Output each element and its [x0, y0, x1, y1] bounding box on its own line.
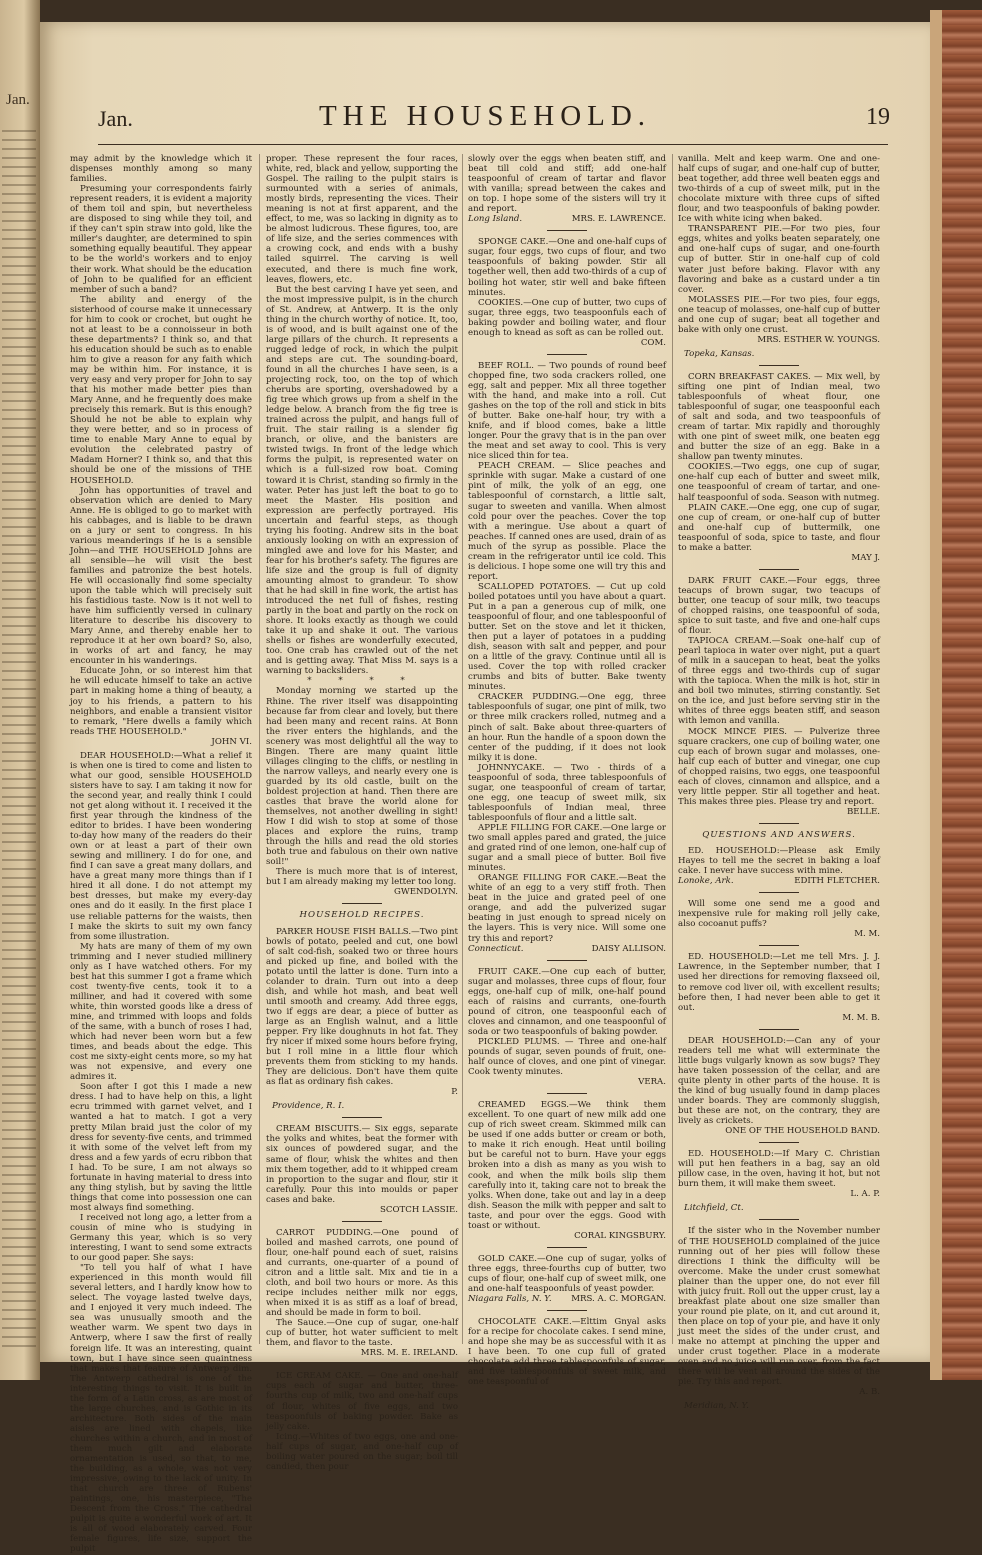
signature-line	[468, 214, 666, 224]
place-name: Meridian, N. Y.	[684, 1401, 749, 1412]
recipe-text: —One large or two small apples pared and grated, the juice and grated rind of one lemon, one-half cup of sugar and a small piece of butter. Boil five minutes.	[468, 823, 666, 874]
signature-place: Connecticut.	[468, 943, 524, 954]
paragraph: The Sauce.—One cup of sugar, one-half cup of butter, hot water sufficient to melt them, and flavor to the taste.	[266, 1318, 458, 1349]
signature: JOHN VI.	[211, 736, 252, 747]
short-rule	[759, 1219, 799, 1220]
recipe-title: FRUIT CAKE.	[478, 966, 542, 977]
column-1	[70, 154, 252, 1555]
recipe-text: — Two - thirds of a teaspoonful of soda, three tablespoonfuls of sugar, one teaspoonful of cream of tartar, one egg, one teacup of sweet milk, six tablespoonfuls of Indian meal, three tablespoonfuls of flour and a little salt.	[468, 762, 666, 823]
recipe-text: —One cup of butter, two cups of sugar, three eggs, two teaspoonfuls each of baking powder and boiling water, and flour enough to knead as soft as can be rolled out.	[468, 297, 666, 338]
signature: SCOTCH LASSIE.	[380, 1204, 458, 1215]
short-rule	[759, 365, 799, 366]
column-divider	[672, 154, 673, 1344]
recipe-text: —One egg, three tablespoonfuls of sugar, one pint of milk, two or three milk crackers rolled, nutmeg and a pinch of salt. Bake about three-quarters of an hour. Run the handle of a spoon down the center of the pudding, if it does not look milky it is done.	[468, 692, 666, 763]
recipe-title: TAPIOCA CREAM.	[688, 636, 772, 647]
signature: M. M. B.	[842, 1012, 880, 1023]
paragraph: Educate John, or so interest him that he will educate himself to take an active part in making home a thing of beauty, a joy to his friends, a pattern to his neighbors, and enable a transient visitor to remark, "Here dwells a family which reads THE HOUSEHOLD."	[70, 666, 252, 737]
book-binding-edge	[930, 10, 982, 1380]
short-rule	[342, 903, 382, 904]
recipe-text: —Two pint bowls of potato, peeled and cut, one bowl of salt cod-fish, soaked two or three hours and picked up fine, and boiled with the potato until the latter is done. Turn into a colander to drain. Turn out into a deep dish, and while hot mash, and beat well until smooth and creamy. Add three eggs, two if eggs are dear, a piece of butter as large as an English walnut, and a little pepper. Fry like doughnuts in hot fat. They fry nicer if mixed some hours before frying, but I roll mine in a little flour which prevents them from sticking to my hands. They are delicious. Don't have them quite as flat as ordinary fish cakes.	[266, 926, 458, 1088]
recipe-title: CRACKER PUDDING.	[478, 692, 580, 703]
short-rule	[759, 1029, 799, 1030]
signature: COM.	[640, 337, 666, 348]
signature: CORAL KINGSBURY.	[574, 1230, 666, 1241]
recipe-text: —Soak one-half cup of pearl tapioca in water over night, put a quart of milk in a saucepan to heat, beat the yolks of three eggs and two-thirds cup of sugar with the tapioca. When the milk is hot, stir in and boil two minutes, stirring constantly. Set on the ice, and just before serving stir in the whites of three eggs beaten stiff, and season with lemon and vanilla.	[678, 636, 880, 727]
signature: ONE OF THE HOUSEHOLD BAND.	[725, 1126, 880, 1137]
signature-place: Niagara Falls, N. Y.	[468, 1294, 552, 1305]
signature-line	[266, 1348, 458, 1358]
signature-name: MRS. E. LAWRENCE.	[571, 214, 666, 225]
recipe-title: SPONGE CAKE.	[478, 237, 549, 248]
signature-name: MRS. M. E. IRELAND.	[360, 1348, 458, 1359]
short-rule	[759, 945, 799, 946]
recipe-paragraph	[266, 1124, 458, 1204]
recipe-text: —One cup each of butter, sugar and molasses, three cups of flour, four eggs, one-half cup of milk, one-half pound each of raisins and currants, one-fourth pound of citron, one teaspoonful each of cloves and cinnamon, and one teaspoonful of soda or two teaspoonfuls of baking powder.	[468, 966, 666, 1037]
short-rule	[759, 1142, 799, 1143]
recipe-paragraph	[468, 461, 666, 582]
recipe-paragraph	[678, 576, 880, 636]
signature: VERA.	[638, 1077, 666, 1088]
recipe-paragraph	[266, 1371, 458, 1431]
recipe-paragraph	[468, 1254, 666, 1294]
recipe-title: CREAMED EGGS.	[478, 1100, 570, 1111]
recipe-paragraph	[468, 1317, 666, 1387]
signature-name: DAISY ALLISON.	[591, 943, 666, 954]
header-month: Jan.	[98, 106, 133, 131]
recipe-text: — Slice peaches and sprinkle with sugar. Make a custard of one pint of milk, the yolk of an egg, one tablespoonful of cornstarch, a little salt, sugar to sweeten and vanilla. When almost cold pour over the peaches. Cover the top with a meringue. Use about a quart of peaches. If canned ones are used, drain of as much of the syrup as possible. Place the cream in the refrigerator until ice cold. This is delicious. I hope some one will try this and report.	[468, 461, 666, 582]
recipe-text: —One cup of sugar, yolks of three eggs, three-fourths cup of butter, two cups of flour, one-half cup of sweet milk, one and one-half teaspoonfuls of yeast powder.	[468, 1253, 666, 1294]
column-4	[678, 154, 880, 1412]
recipe-title: PLAIN CAKE.	[688, 502, 749, 513]
section-heading: HOUSEHOLD RECIPES.	[299, 910, 425, 921]
recipe-title: CARROT PUDDING.	[276, 1227, 373, 1238]
column-2	[266, 154, 458, 1472]
paragraph: But the best carving I have yet seen, and the most impressive pulpit, is in the church of St. Andrew, at Antwerp. It is the only thing in the church worthy of notice. It, too, is of wood, and is built against one of the large pillars of the church. It represents a rugged ledge of rock, in which the pulpit and steps are cut. The sounding-board, found in all the churches I have seen, is a projecting rock, too, on the top of which cherubs are sporting, overshadowed by a fig tree which grows up from a shelf in the ledge below. A branch from the fig tree is trained across the pulpit, and hangs full of fruit. The stair railing is a slender fig branch, or olive, and the banisters are twisted twigs. In front of the ledge which forms the pulpit, is represented water on which is a full-sized row boat. Coming toward it is Christ, standing so firmly in the water. Peter has just left the boat to go to meet the Master. His position and expression are perfectly portrayed. His uncertain and fearful steps, as though trying his footing. Andrew sits in the boat anxiously looking on with an expression of mingled awe and love for his Master, and fear for his brother's safety. The figures are life size and the group is full of dignity amounting almost to grandeur. To show that he had skill in fine work, the artist has introduced the net full of fishes, resting partly in the boat and partly on the rock on shore. It looks exactly as though we could take it up and shake it out. The various shells or fishes are wonderfully executed, too. One crab has crawled out of the net and is getting away. That Miss M. says is a warning to backsliders.	[266, 284, 458, 677]
paragraph: DEAR HOUSEHOLD:—Can any of your readers tell me what will exterminate the little bugs vulgarly known as sow bugs? They have taken possession of the cellar, and are quite plenty in other parts of the house. It is the kind of bug usually found in damp places under boards. They are commonly sluggish, but these are not, on the contrary, they are lively as crickets.	[678, 1035, 880, 1127]
recipe-paragraph	[468, 361, 666, 461]
book-cover-edge	[930, 10, 942, 1380]
recipe-title: CORN BREAKFAST CAKES.	[688, 371, 811, 382]
paragraph: slowly over the eggs when beaten stiff, and beat till cold and stiff; add one-half teaspoonful of cream of tartar and flavor with vanilla; spread between the cakes and on top. I hope some of the sisters will try it and report.	[468, 154, 666, 215]
recipe-title: CHOCOLATE CAKE.	[478, 1317, 572, 1328]
short-rule	[547, 230, 587, 231]
asterisk-break: * * * *	[307, 676, 417, 687]
short-rule	[342, 1117, 382, 1118]
paragraph: Will some one send me a good and inexpensive rule for making roll jelly cake, also cocoanut puffs?	[678, 899, 880, 930]
page-header	[60, 100, 910, 140]
recipe-paragraph	[468, 237, 666, 297]
recipe-text: — Two pounds of round beef chopped fine, two soda crackers rolled, one egg, salt and pepper. Mix all three together with the hand, and make into a roll. Cut gashes on the top of the roll and stick in bits of butter. Bake one-half hour, try with a knife, and if blood comes, bake a little longer. Pour the gravy that is in the pan over the meat and set away to cool. This is very nice sliced thin for tea.	[468, 360, 667, 462]
paragraph: ED. HOUSEHOLD:—Let me tell Mrs. J. J. Lawrence, in the September number, that I used her directions for removing flaxseed oil, to remove cod liver oil, with excellent results; before then, I had never been able to get it out.	[678, 952, 880, 1013]
recipe-title: TRANSPARENT PIE.	[688, 224, 782, 235]
signature: MAY J.	[851, 552, 880, 563]
recipe-paragraph	[678, 372, 880, 462]
recipe-title: PICKLED PLUMS.	[478, 1036, 560, 1047]
paragraph: proper. These represent the four races, white, red, black and yellow, supporting the Gospel. The railing to the pulpit stairs is surmounted with a series of animals, mostly birds, representing the vices. Their meaning is not at first apparent, and the effect, to me, was so lacking in dignity as to be almost ludicrous. These figures, too, are of life size, and the series commences with a crowing cock, and ends with a bushy tailed squirrel. The carving is well executed, and there is much fine work, leaves, flowers, etc.	[266, 154, 458, 285]
recipe-title: CREAM BISCUITS.	[276, 1124, 362, 1135]
recipe-paragraph	[468, 692, 666, 762]
short-rule	[342, 1221, 382, 1222]
paragraph: Presuming your correspondents fairly represent readers, it is evident a majority of them toil and spin, but nevertheless are disposed to sing while they toil, and if they can't spin straw into gold, like the miller's daughter, are determined to spin something equally beautiful. They appear to be the world's workers and to enjoy their work. What should be the education of John to be qualified for an efficient member of such a band?	[70, 184, 252, 295]
column-divider	[259, 154, 260, 1344]
paragraph: If the sister who in the November number of THE HOUSEHOLD complained of the juice running out of her pies will follow these directions I think the difficulty will be overcome. Make the under crust somewhat plainer than the upper one, do not ever fill with juicy fruit. Roll out the upper crust, lay a breakfast plate about one size smaller than your round pie plate, on it, and cut around it, then place on top of your pie, and have it only just meet the sides of the under crust, and make no attempt at pinching the upper and under crust together. Place in a moderate oven and no juice will run over, from the fact there will be vent all around the sides of the pie. Try this and report.	[678, 1226, 880, 1388]
paragraph: ED. HOUSEHOLD:—Please ask Emily Hayes to tell me the secret in baking a loaf cake. I never have success with mine.	[678, 846, 880, 877]
recipe-text: —Elttim Gnyal asks for a recipe for chocolate cakes. I send mine, and hope she may be as successful with it as I have been. To one cup full of grated chocolate add three tablespoonfuls of sugar, and five tablespoonfuls of sweet milk, and one teaspoonful of	[468, 1317, 666, 1388]
short-rule	[547, 1093, 587, 1094]
recipe-paragraph	[468, 873, 666, 943]
recipe-title: DARK FRUIT CAKE.	[688, 575, 788, 586]
column-3	[468, 154, 667, 1388]
recipe-paragraph	[678, 224, 880, 294]
recipe-title: PARKER HOUSE FISH BALLS.	[276, 926, 412, 937]
recipe-paragraph	[468, 763, 666, 823]
recipe-text: —Two eggs, one cup of sugar, one-half cup each of butter and sweet milk, one teaspoonful of cream of tartar, and one-half teaspoonful of soda. Season with nutmeg.	[678, 462, 880, 503]
signature-line	[678, 876, 880, 886]
short-rule	[547, 1247, 587, 1248]
recipe-title: ICE CREAM CAKE.	[276, 1371, 364, 1382]
recipe-title: COOKIES.	[688, 462, 734, 473]
paragraph: DEAR HOUSEHOLD:—What a relief it is when one is tired to come and listen to what our good, sensible HOUSEHOLD sisters have to say. I am taking it now for the second year, and really think I could not get along without it. I received it the first year through the kindness of the editor to brides. I have been wondering to-day how many of the readers do their own or at least a part of their own sewing and millinery. I do for one, and find I can save a great many dollars, and have a great many more things than if I hired it all done. I do not attempt my best dresses, but make my every-day ones and do it easily. In the first place I use reliable patterns for the waists, then I make the skirts to suit my own fancy from some illustration.	[70, 750, 252, 942]
short-rule	[547, 1310, 587, 1311]
recipe-text: —Beat the white of an egg to a very stiff froth. Then beat in the juice and grated peel of one orange, and add the pulverized sugar beating in just enough to spread nicely on the layers. This is very nice. Will some one try this and report?	[468, 873, 666, 944]
recipe-title: BEEF ROLL.	[478, 360, 534, 371]
recipe-text: — One and one-half cups each of sugar and butter, three-fourths cup of milk, two and one-half cups of flour, whites of five eggs, and two teaspoonfuls of baking powder. Bake as jelly cake.	[266, 1371, 458, 1432]
paragraph: may admit by the knowledge which it dispenses monthly among so many families.	[70, 154, 252, 185]
recipe-text: — Pulverize three square crackers, one cup of boiling water, one cup each of brown sugar and molasses, one-half cup each of butter and vinegar, one cup of chopped raisins, two eggs, one teaspoonful each of cloves, cinnamon and allspice, and a very little pepper. Stir all together and heat. This makes three pies. Please try and report.	[678, 726, 880, 807]
place-name: Litchfield, Ct.	[684, 1203, 744, 1214]
recipe-paragraph	[678, 462, 880, 502]
recipe-title: MOCK MINCE PIES.	[688, 726, 787, 737]
signature: BELLE.	[846, 806, 880, 817]
recipe-paragraph	[678, 295, 880, 335]
recipe-title: MOLASSES PIE.	[688, 294, 762, 305]
signature: L. A. P.	[850, 1189, 880, 1200]
signature: P.	[451, 1087, 458, 1098]
recipe-paragraph	[468, 967, 666, 1037]
recipe-paragraph	[468, 823, 666, 873]
short-rule	[759, 823, 799, 824]
left-page-edge	[0, 0, 40, 1380]
paragraph: ED. HOUSEHOLD:—If Mary C. Christian will put hen feathers in a bag, say an old pillow case, in the oven, having it hot, but not burn them, it will make them sweet.	[678, 1149, 880, 1190]
paragraph: vanilla. Melt and keep warm. One and one-half cups of sugar, and one-half cup of butter, beat together, add three well beaten eggs and two-thirds of a cup of sweet milk, put in the chocolate mixture with three cups of sifted flour, and two teaspoonfuls of baking powder. Ice with white icing when baked.	[678, 154, 880, 225]
recipe-paragraph	[678, 727, 880, 807]
signature-place: Long Island.	[468, 214, 523, 225]
recipe-text: —One pound of boiled and mashed carrots, one pound of flour, one-half pound each of suet, raisins and currants, one-quarter of a pound of citron and a little salt. Mix and tie in a cloth, and boil two hours or more. As this recipe includes neither milk nor eggs, when mixed it is as stiff as a loaf of bread, and should be made in form to boil.	[266, 1227, 458, 1319]
column-divider	[462, 154, 463, 1344]
short-rule	[342, 1364, 382, 1365]
paragraph: Monday morning we started up the Rhine. The river itself was disappointing because far from clear and lovely, but there had been many and recent rains. At Bonn the river enters the highlands, and the scenery was most delightful all the way to Bingen. There are many quaint little villages clinging to the cliffs, or nestling in the narrow valleys, and nearly every one is guarded by its old castle, built on the boldest projection at hand. Then there are castles that brave the world alone for themselves, not another dwelling in sight! How I did wish to stop at some of those places and explore the ruins, tramp through the hills and read the old stories both true and fabulous on their own native soil!"	[266, 686, 458, 868]
masthead-title: THE HOUSEHOLD.	[318, 100, 652, 132]
left-page-text-lines	[2, 130, 36, 1350]
recipe-text: — Three and one-half pounds of sugar, seven pounds of fruit, one-half ounce of cloves, and one pint of vinegar. Cook twenty minutes.	[468, 1036, 666, 1078]
section-heading: QUESTIONS AND ANSWERS.	[702, 829, 856, 840]
recipe-text: —For two pies, four eggs, whites and yolks beaten separately, one and one-half cups of sugar, and one-fourth cup of butter. Stir in one-half cup of cold water just before baking. Flavor with any flavoring and bake as a custard under a tin cover.	[678, 224, 880, 295]
signature: M. M.	[854, 929, 880, 940]
paragraph: Icing.—Whites of two eggs, one and one-half cups of sugar, and one-half cup of boiling water poured on the sugar; boil till candied, then pour	[266, 1431, 458, 1472]
signature-name: EDITH FLETCHER.	[794, 876, 880, 887]
recipe-paragraph	[468, 1100, 666, 1231]
paragraph: "To tell you half of what I have experienced in this month would fill several letters, and I hardly know how to select. The voyage lasted twelve days, and I enjoyed it very much indeed. The sea was unusually smooth and the weather warm. We spent two days in Antwerp, where I saw the first of really foreign life. It was an interesting, quaint town, but I have since seen quaintness that makes that feature of Antwerp dim. The Antwerp cathedral is one of the interesting things to visit. It is built in the form of a Latin cross, as are most of the large churches, and is Gothic in its architecture. Both sides of the main aisles are lined with chapels, like churches within a church, and in most of them much gilt and elaborate ornamentation is used, so that, to me, the building, as a whole, was not very impressive, owing to the lack of unity. In that church are three of Rubens' paintings, one, his masterpiece, "The Descent from the Cross." The cathedral pulpit is quite a wonderful work of art. It is all of wood elaborately carved. Four female figures, life size, support the pulpit	[70, 1263, 252, 1555]
left-page-month: Jan.	[6, 92, 30, 108]
recipe-text: — Cut up cold boiled potatoes until you have about a quart. Put in a pan a generous cup of milk, one teaspoonful of flour, and one tablespoonful of butter. Set on the stove and let it thicken, then put a layer of potatoes in a pudding dish, season with salt and pepper, and pour on a little of the gravy. Continue until all is used. Cover the top with rolled cracker crumbs and bits of butter. Bake twenty minutes.	[468, 581, 667, 693]
recipe-text: —One and one-half cups of sugar, four eggs, two cups of flour, and two teaspoonfuls of baking powder. Stir all together well, then add two-thirds of a cup of boiling hot water, stir well and bake fifteen minutes.	[468, 237, 667, 298]
recipe-paragraph	[266, 1228, 458, 1318]
recipe-text: —We think them excellent. To one quart of new milk add one cup of rich sweet cream. Skimmed milk can be used if one adds butter or cream or both, to make it rich enough. Heat until boiling but be careful not to burn. Have your eggs broken into a dish as many as you wish to cook, and when the milk boils slip them carefully into it, taking care not to break the yolks. When done, take out and lay in a deep dish. Season the milk with pepper and salt to taste, and pour over the eggs. Good with toast or without.	[468, 1100, 666, 1231]
newspaper-page	[40, 22, 930, 1555]
recipe-text: — Mix well, by sifting one pint of Indian meal, two tablespoonfuls of wheat flour, one tablespoonful of sugar, one teaspoonful each of salt and soda, and two teaspoonfuls of cream of tartar. Mix rapidly and thoroughly with one pint of sweet milk, one beaten egg and butter the size of an egg. Bake in a shallow pan twenty minutes.	[678, 371, 880, 463]
recipe-title: PEACH CREAM.	[478, 461, 555, 472]
short-rule	[547, 354, 587, 355]
place-name: Topeka, Kansas.	[684, 348, 755, 359]
signature-name: MRS. A. C. MORGAN.	[571, 1294, 666, 1305]
paragraph: I received not long ago, a letter from a cousin of mine who is studying in Germany this year, which is so very interesting, I want to send some extracts to our good paper. She says:	[70, 1212, 252, 1264]
header-rule	[98, 144, 888, 145]
recipe-paragraph	[266, 927, 458, 1088]
paragraph: John has opportunities of travel and observation which are denied to Mary Anne. He is obliged to go to market with his cabbages, and is liable to be drawn on a jury or sent to congress. In his various meanderings if he is a sensible John—and THE HOUSEHOLD Johns are all sensible—he will visit the best families and patronize the best hotels. He will occasionally find some specialty upon the table which will precisely suit his fastidious taste. Now is it not well to have him sufficiently versed in culinary literature to describe his discovery to Mary Anne, and thereby enable her to reproduce it at her own board? So, also, in works of art and fancy, he may encounter in his wanderings.	[70, 485, 252, 667]
paragraph: There is much more that is of interest, but I am already making my letter too long.	[266, 867, 458, 888]
recipe-title: JOHNNYCAKE.	[478, 762, 545, 773]
signature: MRS. ESTHER W. YOUNGS.	[757, 334, 880, 345]
recipe-title: ORANGE FILLING FOR CAKE.	[478, 873, 619, 884]
page-number: 19	[866, 104, 890, 130]
recipe-paragraph	[468, 582, 666, 693]
recipe-paragraph	[468, 298, 666, 338]
recipe-title: APPLE FILLING FOR CAKE.	[478, 823, 603, 833]
short-rule	[759, 569, 799, 570]
recipe-text: —Four eggs, three teacups of brown sugar, two teacups of butter, one teacup of sour milk, two teacups of chopped raisins, one teaspoonful of soda, spice to suit taste, and five and one-half cups of flour.	[678, 575, 880, 637]
paragraph: Soon after I got this I made a new dress. I had to have help on this, a light ecru trimmed with garnet velvet, and I wanted a hat to match. I got a very pretty Milan braid just the color of my dress for seventy-five cents, and trimmed it with some of the velvet left from my dress and a few yards of ecru ribbon that I had. To be sure, I am not always so fortunate in having material to dress into any thing stylish, but by saving the little things that come into possession one can most always find something.	[70, 1082, 252, 1213]
short-rule	[547, 960, 587, 961]
recipe-text: — Six eggs, separate the yolks and whites, beat the former with six ounces of powdered sugar, and the same of flour, whisk the whites and then mix them together, add to it whipped cream in proportion to the sugar and flour, stir it carefully. Pour this into moulds or paper cases and bake.	[266, 1124, 458, 1205]
place-name: Providence, R. I.	[272, 1101, 345, 1112]
recipe-paragraph	[468, 1037, 666, 1077]
recipe-text: —For two pies, four eggs, one teacup of molasses, one-half cup of butter and one cup of sugar; beat all together and bake with only one crust.	[678, 294, 880, 335]
recipe-title: GOLD CAKE.	[478, 1253, 537, 1264]
recipe-title: SCALLOPED POTATOES.	[478, 581, 591, 592]
signature-line	[468, 944, 666, 954]
signature-place: Lonoke, Ark.	[678, 876, 734, 887]
recipe-paragraph	[678, 636, 880, 726]
recipe-paragraph	[678, 503, 880, 553]
signature: GWENDOLYN.	[394, 887, 458, 898]
short-rule	[759, 892, 799, 893]
signature-line	[468, 1294, 666, 1304]
recipe-title: COOKIES.	[478, 297, 524, 308]
paragraph: My hats are many of them of my own trimming and I never studied millinery only as I have watched others. For my best hat this summer I got a frame which cost twenty-five cents, took it to a milliner, and had it covered with some white, thin worsted goods like a dress of mine, and trimmed with loops and folds of the same, with a bunch of roses I had, which had never been worn but a few times, and beads about the edge. This cost me sixty-eight cents more, so my hat was not expensive, and every one admires it.	[70, 941, 252, 1083]
signature: A. B.	[859, 1387, 880, 1398]
paragraph: The ability and energy of the sisterhood of course make it unnecessary for him to cook or crochet, but ought he not at least to be a connoisseur in both these departments? I think so, and that his education should be such as to enable him to give a reason for any faith which may be within him. For instance, it is very easy and very proper for John to say that his mother made better pies than Mary Anne, and he frequently does make precisely this remark. But is this enough? Should he not be able to explain why they were better, and so in process of time to enable Mary Anne to equal by evolution the celebrated pastry of Madam Horner? I think so, and that this should be one of the missions of THE HOUSEHOLD.	[70, 294, 252, 486]
recipe-text: —One egg, one cup of sugar, one cup of cream, or one-half cup of butter and one-half cup of buttermilk, one teaspoonful of soda, spice to taste, and flour to make a batter.	[678, 502, 880, 553]
